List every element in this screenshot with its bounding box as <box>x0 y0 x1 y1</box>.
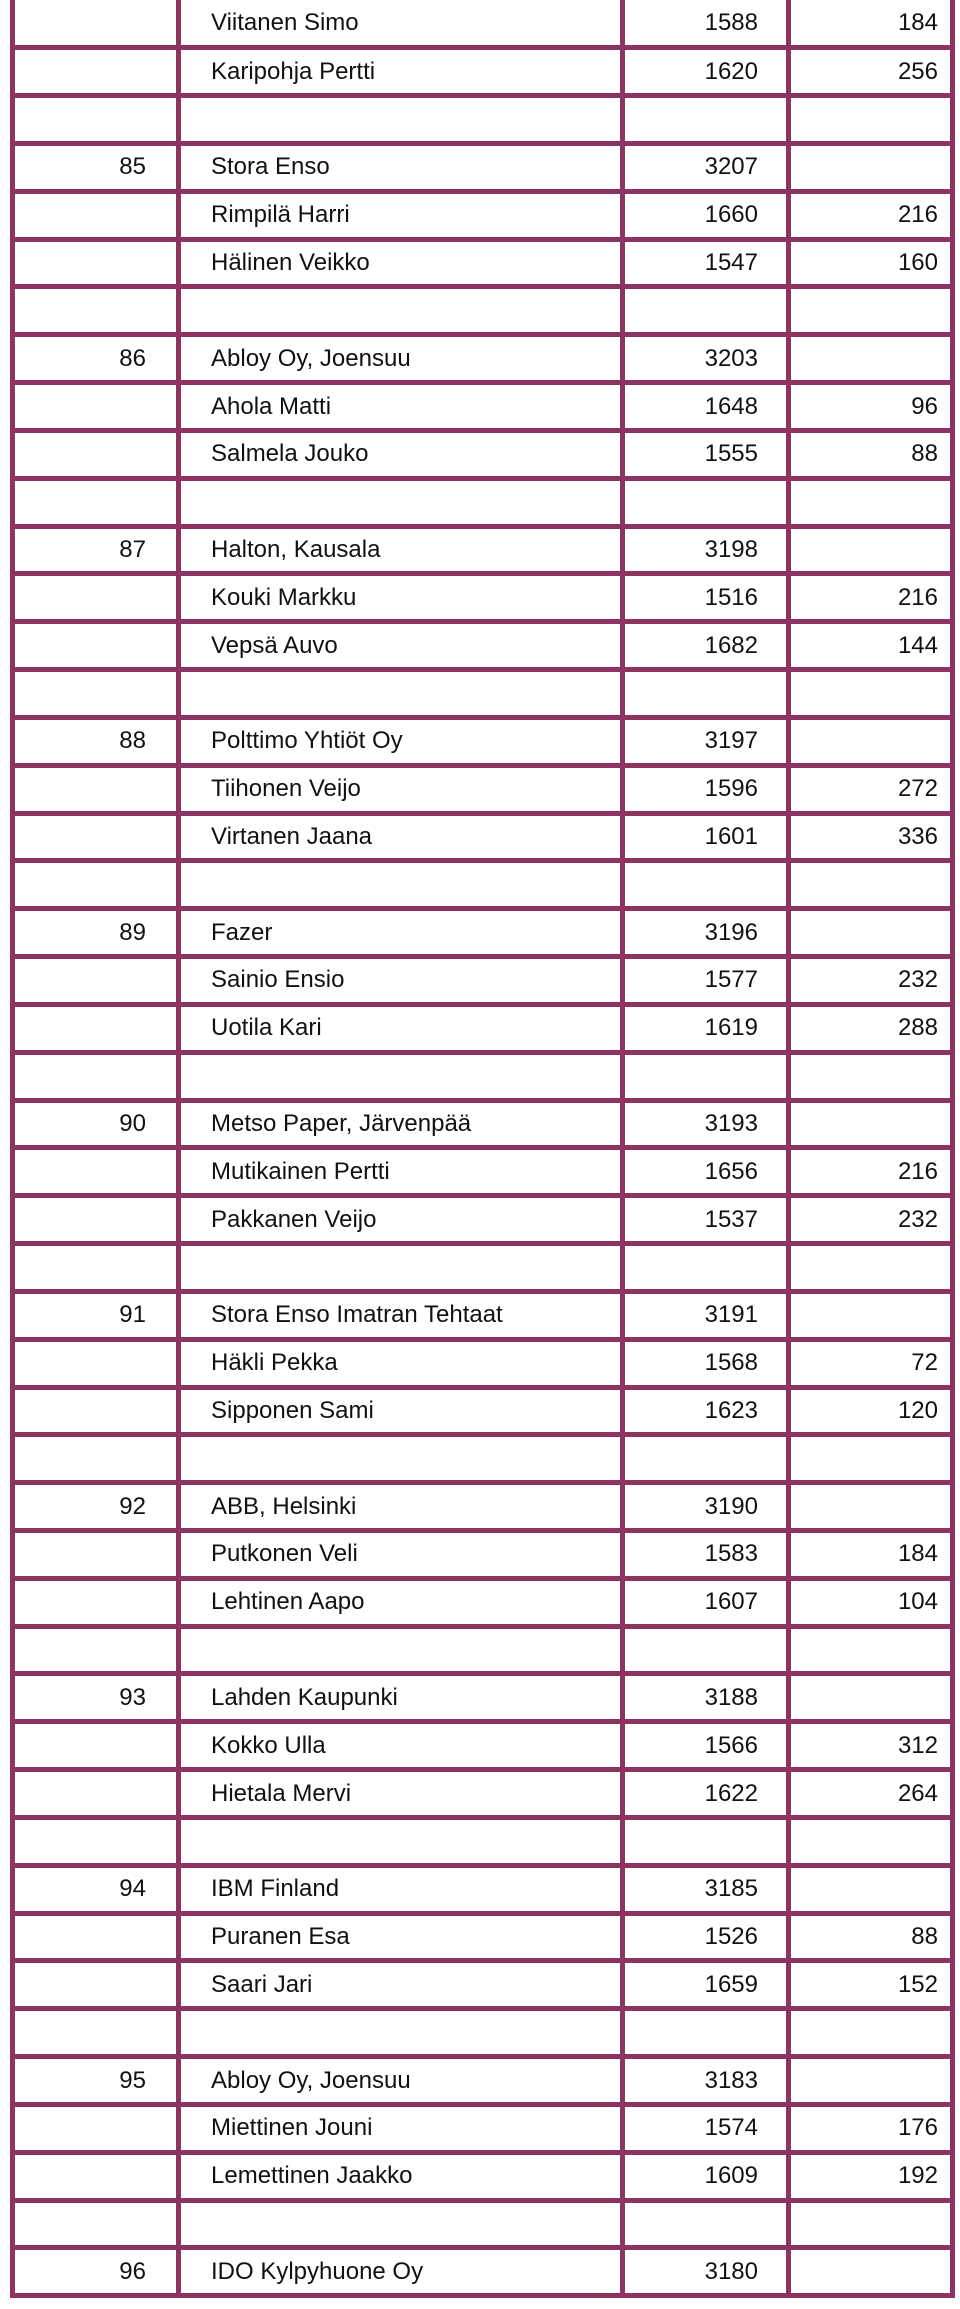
score-cell: 1588 <box>623 0 789 48</box>
score-cell: 1601 <box>623 813 789 861</box>
name-cell <box>179 478 623 526</box>
name-cell: Tiihonen Veijo <box>179 765 623 813</box>
member-row <box>13 239 953 287</box>
name-cell <box>179 2009 623 2057</box>
score-cell: 1607 <box>623 1578 789 1626</box>
rank-cell: 93 <box>13 1674 179 1722</box>
name-cell: Vepsä Auvo <box>179 622 623 670</box>
score-cell <box>623 1817 789 1865</box>
score-cell: 1609 <box>623 2152 789 2200</box>
rank-cell <box>13 0 179 48</box>
name-cell: Hietala Mervi <box>179 1770 623 1818</box>
name-cell: Kokko Ulla <box>179 1722 623 1770</box>
member-row <box>13 1148 953 1196</box>
points-cell <box>789 2248 953 2296</box>
member-row <box>13 1722 953 1770</box>
spacer-row <box>13 1817 953 1865</box>
name-cell: Lahden Kaupunki <box>179 1674 623 1722</box>
points-cell: 192 <box>789 2152 953 2200</box>
score-cell <box>623 1435 789 1483</box>
spacer-row <box>13 1435 953 1483</box>
points-cell <box>789 670 953 718</box>
rank-cell <box>13 430 179 478</box>
name-cell: Lehtinen Aapo <box>179 1578 623 1626</box>
name-cell: Lemettinen Jaakko <box>179 2152 623 2200</box>
name-cell: Hälinen Veikko <box>179 239 623 287</box>
name-cell: Metso Paper, Järvenpää <box>179 1100 623 1148</box>
name-cell <box>179 1435 623 1483</box>
score-cell: 3185 <box>623 1865 789 1913</box>
member-row <box>13 1961 953 2009</box>
score-cell <box>623 2200 789 2248</box>
rank-cell <box>13 1196 179 1244</box>
member-row <box>13 383 953 431</box>
points-cell <box>789 1626 953 1674</box>
score-cell: 1526 <box>623 1913 789 1961</box>
points-cell <box>789 143 953 191</box>
score-cell: 1516 <box>623 574 789 622</box>
rank-cell <box>13 1052 179 1100</box>
points-cell: 88 <box>789 430 953 478</box>
points-cell: 232 <box>789 1196 953 1244</box>
points-cell <box>789 1244 953 1292</box>
points-cell: 184 <box>789 1531 953 1579</box>
name-cell: Abloy Oy, Joensuu <box>179 2057 623 2105</box>
name-cell: Pakkanen Veijo <box>179 1196 623 1244</box>
member-row <box>13 1387 953 1435</box>
rank-cell: 95 <box>13 2057 179 2105</box>
score-cell: 1660 <box>623 191 789 239</box>
score-cell <box>623 2009 789 2057</box>
name-cell: Halton, Kausala <box>179 526 623 574</box>
member-row <box>13 813 953 861</box>
spacer-row <box>13 861 953 909</box>
team-row <box>13 1674 953 1722</box>
points-cell <box>789 2009 953 2057</box>
team-row <box>13 1291 953 1339</box>
points-cell <box>789 1483 953 1531</box>
score-cell: 1682 <box>623 622 789 670</box>
rank-cell <box>13 96 179 144</box>
score-cell <box>623 96 789 144</box>
name-cell: Sainio Ensio <box>179 957 623 1005</box>
score-cell: 3180 <box>623 2248 789 2296</box>
rank-cell <box>13 574 179 622</box>
points-cell: 216 <box>789 574 953 622</box>
team-row <box>13 1483 953 1531</box>
spacer-row <box>13 1626 953 1674</box>
score-cell: 3207 <box>623 143 789 191</box>
points-cell <box>789 717 953 765</box>
points-cell: 96 <box>789 383 953 431</box>
name-cell: Abloy Oy, Joensuu <box>179 335 623 383</box>
points-cell: 264 <box>789 1770 953 1818</box>
member-row <box>13 957 953 1005</box>
points-cell: 312 <box>789 1722 953 1770</box>
member-row <box>13 1770 953 1818</box>
name-cell: Rimpilä Harri <box>179 191 623 239</box>
rank-cell <box>13 670 179 718</box>
spacer-row <box>13 670 953 718</box>
score-cell: 3193 <box>623 1100 789 1148</box>
member-row <box>13 765 953 813</box>
name-cell <box>179 287 623 335</box>
rank-cell: 88 <box>13 717 179 765</box>
team-row <box>13 2057 953 2105</box>
name-cell: Kouki Markku <box>179 574 623 622</box>
name-cell: Virtanen Jaana <box>179 813 623 861</box>
rank-cell <box>13 622 179 670</box>
spacer-row <box>13 96 953 144</box>
rank-cell: 94 <box>13 1865 179 1913</box>
name-cell: Häkli Pekka <box>179 1339 623 1387</box>
rank-cell <box>13 239 179 287</box>
score-cell: 1537 <box>623 1196 789 1244</box>
rank-cell: 91 <box>13 1291 179 1339</box>
rank-cell: 85 <box>13 143 179 191</box>
rank-cell <box>13 2104 179 2152</box>
spacer-row <box>13 2200 953 2248</box>
points-cell <box>789 2200 953 2248</box>
spacer-row <box>13 478 953 526</box>
name-cell: IDO Kylpyhuone Oy <box>179 2248 623 2296</box>
score-cell: 3191 <box>623 1291 789 1339</box>
score-cell: 3197 <box>623 717 789 765</box>
spacer-row <box>13 1244 953 1292</box>
member-row <box>13 1339 953 1387</box>
rank-cell <box>13 287 179 335</box>
name-cell: Stora Enso <box>179 143 623 191</box>
rank-cell: 92 <box>13 1483 179 1531</box>
spacer-row <box>13 2009 953 2057</box>
score-cell: 3198 <box>623 526 789 574</box>
spacer-row <box>13 287 953 335</box>
rank-cell <box>13 1626 179 1674</box>
member-row <box>13 1531 953 1579</box>
member-row <box>13 191 953 239</box>
points-cell: 120 <box>789 1387 953 1435</box>
team-row <box>13 1865 953 1913</box>
name-cell: Viitanen Simo <box>179 0 623 48</box>
score-cell <box>623 670 789 718</box>
results-table-body <box>13 0 953 2296</box>
score-cell: 1574 <box>623 2104 789 2152</box>
rank-cell <box>13 1244 179 1292</box>
name-cell: Mutikainen Pertti <box>179 1148 623 1196</box>
score-cell: 1620 <box>623 48 789 96</box>
score-cell: 1648 <box>623 383 789 431</box>
points-cell: 88 <box>789 1913 953 1961</box>
score-cell <box>623 861 789 909</box>
team-row <box>13 717 953 765</box>
points-cell <box>789 909 953 957</box>
member-row <box>13 2152 953 2200</box>
score-cell <box>623 287 789 335</box>
score-cell <box>623 478 789 526</box>
score-cell: 1583 <box>623 1531 789 1579</box>
rank-cell: 96 <box>13 2248 179 2296</box>
score-cell: 1568 <box>623 1339 789 1387</box>
name-cell <box>179 1052 623 1100</box>
points-cell <box>789 1435 953 1483</box>
member-row <box>13 1004 953 1052</box>
member-row <box>13 574 953 622</box>
member-row <box>13 1196 953 1244</box>
member-row <box>13 0 953 48</box>
points-cell: 160 <box>789 239 953 287</box>
points-cell <box>789 287 953 335</box>
team-row <box>13 335 953 383</box>
score-cell <box>623 1052 789 1100</box>
rank-cell <box>13 1148 179 1196</box>
rank-cell <box>13 1435 179 1483</box>
team-row <box>13 2248 953 2296</box>
rank-cell <box>13 191 179 239</box>
member-row <box>13 430 953 478</box>
member-row <box>13 622 953 670</box>
team-row <box>13 909 953 957</box>
name-cell: IBM Finland <box>179 1865 623 1913</box>
score-cell: 1623 <box>623 1387 789 1435</box>
points-cell: 152 <box>789 1961 953 2009</box>
score-cell: 1566 <box>623 1722 789 1770</box>
name-cell: Stora Enso Imatran Tehtaat <box>179 1291 623 1339</box>
rank-cell <box>13 478 179 526</box>
name-cell: Puranen Esa <box>179 1913 623 1961</box>
points-cell <box>789 96 953 144</box>
rank-cell <box>13 957 179 1005</box>
name-cell: Putkonen Veli <box>179 1531 623 1579</box>
points-cell: 184 <box>789 0 953 48</box>
points-cell: 216 <box>789 191 953 239</box>
rank-cell <box>13 1387 179 1435</box>
member-row <box>13 2104 953 2152</box>
rank-cell <box>13 1004 179 1052</box>
score-cell: 3203 <box>623 335 789 383</box>
rank-cell <box>13 383 179 431</box>
rank-cell: 89 <box>13 909 179 957</box>
points-cell <box>789 335 953 383</box>
rank-cell <box>13 1578 179 1626</box>
rank-cell <box>13 2200 179 2248</box>
points-cell: 104 <box>789 1578 953 1626</box>
score-cell: 1659 <box>623 1961 789 2009</box>
score-cell: 1555 <box>623 430 789 478</box>
team-row <box>13 143 953 191</box>
name-cell: ABB, Helsinki <box>179 1483 623 1531</box>
spacer-row <box>13 1052 953 1100</box>
name-cell <box>179 670 623 718</box>
points-cell <box>789 526 953 574</box>
rank-cell <box>13 2009 179 2057</box>
rank-cell <box>13 813 179 861</box>
name-cell: Sipponen Sami <box>179 1387 623 1435</box>
name-cell: Karipohja Pertti <box>179 48 623 96</box>
points-cell <box>789 1817 953 1865</box>
score-cell: 3196 <box>623 909 789 957</box>
team-row <box>13 526 953 574</box>
points-cell <box>789 1291 953 1339</box>
points-cell <box>789 1100 953 1148</box>
score-cell: 3190 <box>623 1483 789 1531</box>
team-row <box>13 1100 953 1148</box>
score-cell: 1596 <box>623 765 789 813</box>
score-cell: 3183 <box>623 2057 789 2105</box>
rank-cell: 90 <box>13 1100 179 1148</box>
points-cell: 176 <box>789 2104 953 2152</box>
name-cell: Polttimo Yhtiöt Oy <box>179 717 623 765</box>
name-cell: Ahola Matti <box>179 383 623 431</box>
points-cell <box>789 861 953 909</box>
name-cell: Saari Jari <box>179 1961 623 2009</box>
rank-cell <box>13 2152 179 2200</box>
rank-cell <box>13 1339 179 1387</box>
points-cell <box>789 1865 953 1913</box>
rank-cell <box>13 1531 179 1579</box>
name-cell: Miettinen Jouni <box>179 2104 623 2152</box>
points-cell: 336 <box>789 813 953 861</box>
points-cell: 288 <box>789 1004 953 1052</box>
points-cell: 272 <box>789 765 953 813</box>
name-cell <box>179 1817 623 1865</box>
rank-cell: 86 <box>13 335 179 383</box>
rank-cell <box>13 1961 179 2009</box>
score-cell: 1547 <box>623 239 789 287</box>
score-cell: 1577 <box>623 957 789 1005</box>
member-row <box>13 1578 953 1626</box>
rank-cell <box>13 861 179 909</box>
name-cell: Uotila Kari <box>179 1004 623 1052</box>
rank-cell <box>13 1722 179 1770</box>
points-cell <box>789 1052 953 1100</box>
name-cell: Fazer <box>179 909 623 957</box>
rank-cell <box>13 765 179 813</box>
score-cell: 3188 <box>623 1674 789 1722</box>
points-cell: 216 <box>789 1148 953 1196</box>
points-cell: 144 <box>789 622 953 670</box>
score-cell: 1622 <box>623 1770 789 1818</box>
score-cell <box>623 1244 789 1292</box>
score-cell <box>623 1626 789 1674</box>
points-cell: 256 <box>789 48 953 96</box>
score-cell: 1656 <box>623 1148 789 1196</box>
name-cell <box>179 2200 623 2248</box>
rank-cell <box>13 1913 179 1961</box>
member-row <box>13 48 953 96</box>
points-cell: 232 <box>789 957 953 1005</box>
points-cell: 72 <box>789 1339 953 1387</box>
points-cell <box>789 478 953 526</box>
points-cell <box>789 2057 953 2105</box>
member-row <box>13 1913 953 1961</box>
rank-cell <box>13 48 179 96</box>
results-table <box>10 0 955 2298</box>
rank-cell <box>13 1770 179 1818</box>
name-cell: Salmela Jouko <box>179 430 623 478</box>
name-cell <box>179 861 623 909</box>
rank-cell: 87 <box>13 526 179 574</box>
score-cell: 1619 <box>623 1004 789 1052</box>
rank-cell <box>13 1817 179 1865</box>
points-cell <box>789 1674 953 1722</box>
name-cell <box>179 96 623 144</box>
name-cell <box>179 1626 623 1674</box>
name-cell <box>179 1244 623 1292</box>
